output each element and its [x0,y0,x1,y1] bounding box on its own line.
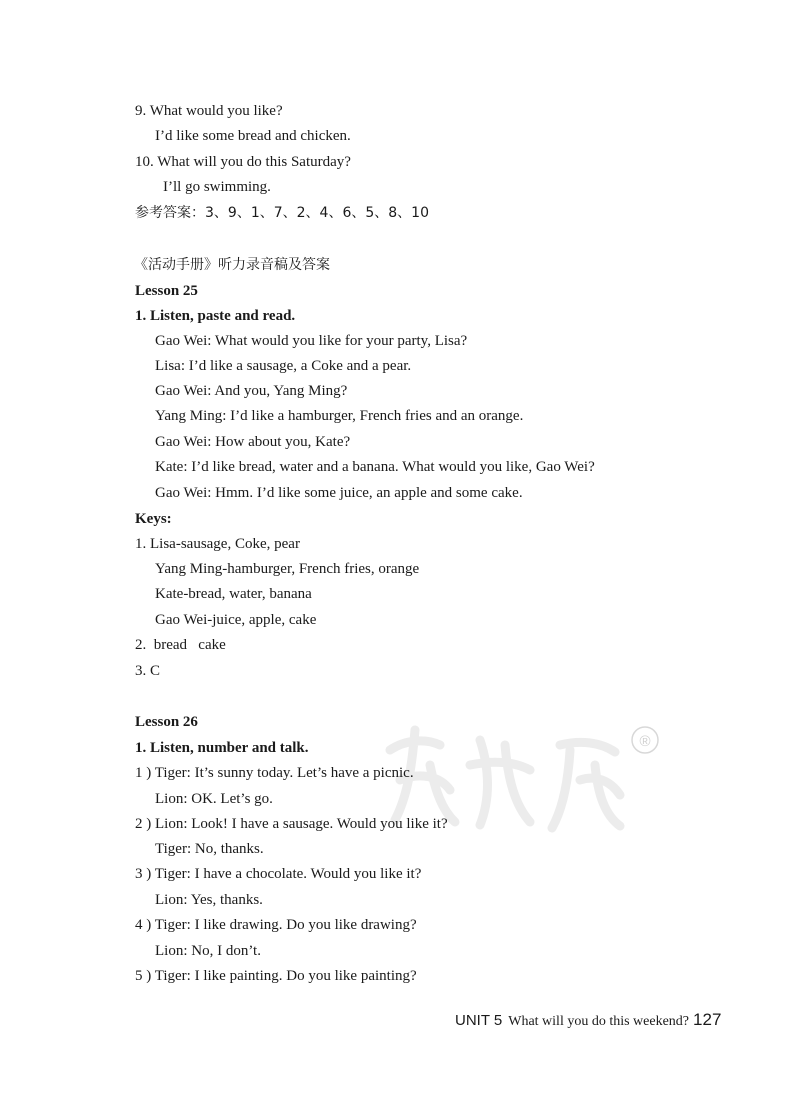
dialogue-line: Lion: Yes, thanks. [155,892,263,908]
dialogue-line: 4 ) Tiger: I like drawing. Do you like drawing? [135,917,417,933]
dialogue-line: Gao Wei: How about you, Kate? [155,434,351,450]
dialogue-line: 2 ) Lion: Look! I have a sausage. Would you like it? [135,816,448,832]
dialogue-line: Lion: OK. Let’s go. [155,791,273,807]
lesson-25-title: Lesson 25 [135,283,198,299]
lesson-26-title: Lesson 26 [135,714,198,730]
footer-unit: UNIT 5 [455,1012,503,1029]
dialogue-line: Kate: I’d like bread, water and a banana. What would you like, Gao Wei? [155,459,595,475]
answer-10: I’ll go swimming. [163,179,271,195]
key-item: 1. Lisa-sausage, Coke, pear [135,536,300,552]
lesson-26-task: 1. Listen, number and talk. [135,740,309,756]
dialogue-line: Lion: No, I don’t. [155,943,261,959]
dialogue-line: Tiger: No, thanks. [155,841,264,857]
lesson-25-task: 1. Listen, paste and read. [135,308,296,324]
footer-title: What will you do this weekend? [508,1014,690,1029]
key-item: 2. bread cake [135,637,226,653]
dialogue-line: Gao Wei: What would you like for your party, Lisa? [155,333,468,349]
dialogue-line: Lisa: I’d like a sausage, a Coke and a pear. [155,358,412,374]
dialogue-line: Yang Ming: I’d like a hamburger, French fries and an orange. [155,408,524,424]
dialogue-line: Gao Wei: Hmm. I’d like some juice, an apple and some cake. [155,485,523,501]
page-footer [455,1010,721,1030]
reference-answers: 参考答案：3、9、1、7、2、4、6、5、8、10 [135,205,429,221]
key-item: Kate-bread, water, banana [155,586,312,602]
keys-title: Keys: [135,511,172,527]
answer-9: I’d like some bread and chicken. [155,128,351,144]
page-number: 127 [693,1010,722,1029]
section-title: 《活动手册》听力录音稿及答案 [134,257,330,273]
dialogue-line: 5 ) Tiger: I like painting. Do you like painting? [135,968,417,984]
key-item: Yang Ming-hamburger, French fries, orange [155,561,420,577]
dialogue-line: 3 ) Tiger: I have a chocolate. Would you like it? [135,866,422,882]
key-item: 3. C [135,663,161,679]
question-9: 9. What would you like? [135,103,283,119]
key-item: Gao Wei-juice, apple, cake [155,612,317,628]
dialogue-line: 1 ) Tiger: It’s sunny today. Let’s have a picnic. [135,765,414,781]
dialogue-line: Gao Wei: And you, Yang Ming? [155,383,348,399]
registered-mark: ® [639,733,651,750]
question-10: 10. What will you do this Saturday? [135,154,351,170]
